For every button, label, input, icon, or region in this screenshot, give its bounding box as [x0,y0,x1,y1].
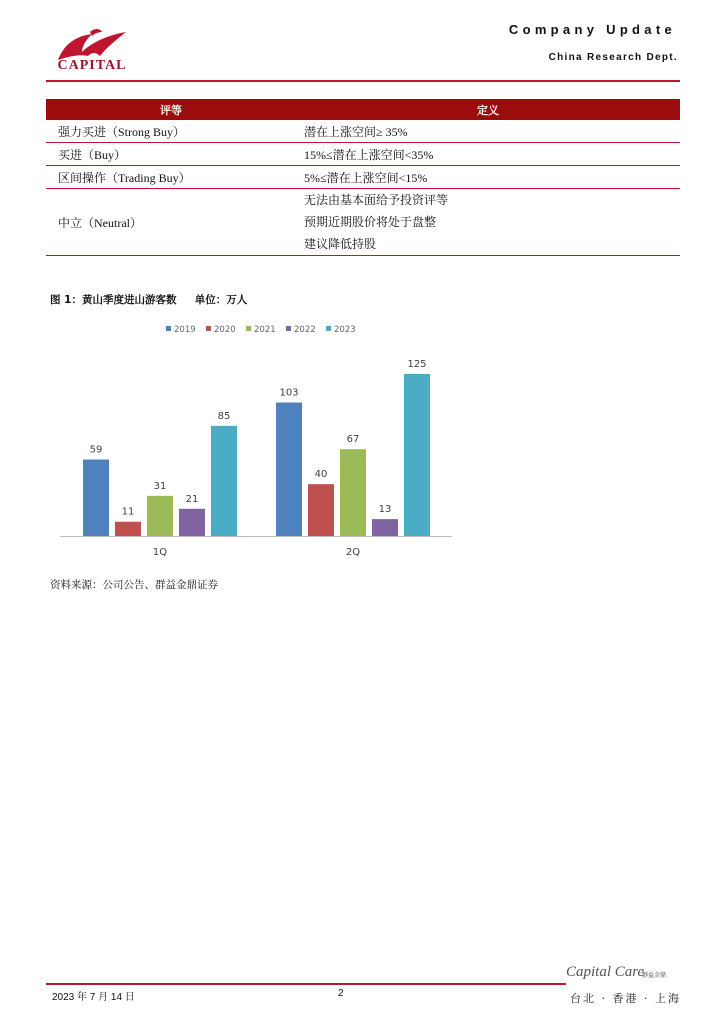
bar [404,374,430,536]
column-header-rating: 评等 [46,99,296,120]
table-row [46,189,680,256]
report-type-title: Company Update [508,22,676,37]
logo-wordmark: CAPITAL [57,58,127,73]
table-row [46,166,680,189]
bar [147,496,173,536]
category-label: 2Q [345,547,361,558]
table-row [46,120,680,143]
legend-swatch [246,326,251,331]
rating-cell: 中立（Neutral） [46,189,296,256]
rating-cell: 区间操作（Trading Buy） [46,166,296,189]
rating-definition-table [46,99,680,256]
bar [340,449,366,536]
data-label: 21 [185,493,199,505]
definition-cell: 潜在上涨空间≥ 35% [296,120,680,143]
legend-label: 2021 [254,325,276,335]
report-date: 2023 年 7 月 14 日 [52,992,135,1003]
data-label: 125 [407,359,427,370]
column-header-definition: 定义 [296,99,680,120]
legend-swatch [206,326,211,331]
footer-brand-logo: Capital Care [566,964,645,980]
legend-swatch [166,326,171,331]
bar [308,484,334,536]
table-header-row [46,99,680,120]
data-label: 59 [89,444,103,456]
legend-label: 2023 [334,325,356,335]
rating-cell: 强力买进（Strong Buy） [46,120,296,143]
bar [211,426,237,536]
bar [372,519,398,536]
table-row [46,143,680,166]
definition-cell: 15%≤潜在上涨空间<35% [296,143,680,166]
legend-label: 2022 [294,325,316,335]
data-label: 11 [121,506,135,518]
data-label: 40 [314,469,328,481]
data-label: 13 [378,504,392,516]
definition-cell: 5%≤潜在上涨空间<15% [296,166,680,189]
definition-line: 无法由基本面给予投资评等 [304,193,449,207]
header-divider [46,80,680,82]
definition-line: 建议降低持股 [304,237,377,251]
visitor-bar-chart [60,318,460,568]
footer-divider [46,983,566,985]
rating-cell: 买进（Buy） [46,143,296,166]
legend-label: 2020 [214,325,236,335]
page-number: 2 [338,988,344,999]
data-label: 31 [153,480,167,492]
footer-cities: 台北 · 香港 · 上海 [570,992,681,1005]
department-name: China Research Dept. [548,52,678,63]
data-label: 103 [279,387,299,399]
footer-brand-cn: 群益金鼎 [642,972,667,979]
data-label: 85 [217,410,231,422]
bar [179,509,205,536]
legend-swatch [286,326,291,331]
bar [276,403,302,536]
data-label: 67 [346,434,360,446]
figure-source: 资料来源：公司公告、群益金鼎证券 [50,579,218,591]
bar [83,460,109,536]
definition-line: 预期近期股价将处于盘整 [304,215,437,229]
bar [115,522,141,536]
figure-title: 图 1：黄山季度进山游客数 单位：万人 [50,294,248,306]
category-label: 1Q [152,547,168,558]
definition-cell [296,189,680,256]
legend-label: 2019 [174,325,196,335]
legend-swatch [326,326,331,331]
